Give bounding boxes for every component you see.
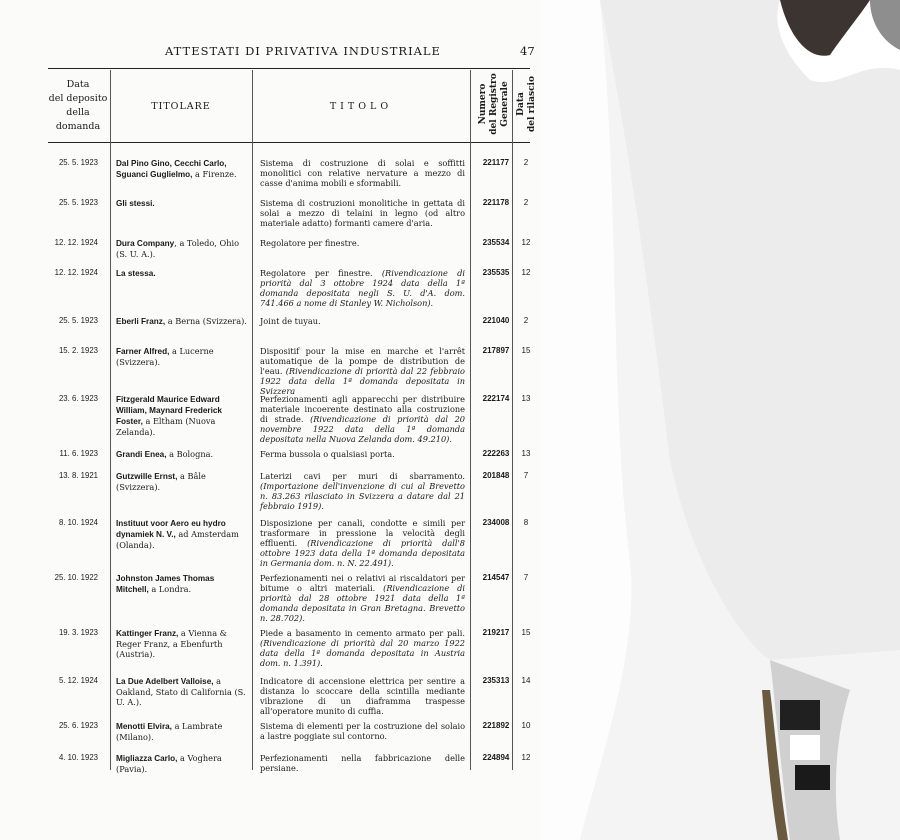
holder-location: a Eltham (Nuova Zelanda). — [116, 416, 216, 437]
register-number: 235313 — [482, 676, 510, 685]
title-text: Laterizi cavi per muri di sbarramento. — [260, 471, 465, 481]
patent-title — [260, 721, 465, 741]
holder-location: a Bologna. — [166, 449, 214, 459]
holder-name: Kattinger Franz, — [116, 629, 179, 638]
patent-title — [260, 573, 465, 623]
holder-name: Farner Alfred, — [116, 347, 170, 356]
release-date: 2 — [523, 158, 529, 167]
title-text: Indicatore di accensione elettrica per sentire a distanza lo scoccare della scintilla mediante vibrazione di un diaframma traspesse all'operatore munito di cuffia. — [260, 676, 465, 716]
holder-cell — [116, 238, 248, 259]
register-number: 219217 — [482, 628, 510, 637]
release-date: 7 — [523, 471, 529, 480]
holder-name: Menotti Elvira, — [116, 722, 172, 731]
holder-cell — [116, 573, 248, 595]
title-text: Ferma bussola o qualsiasi porta. — [260, 449, 395, 459]
title-text: Dispositif pour la mise en marche et l'arrêt automatique de la pompe de distribution de l'eau. — [260, 346, 465, 376]
title-text: Regolatore per finestre. — [260, 238, 360, 248]
patent-title — [260, 158, 465, 188]
patent-title — [260, 628, 465, 668]
release-date: 8 — [523, 518, 529, 527]
column-header-release: Data del rilascio — [516, 76, 537, 132]
column-header-date: Data del deposito della domanda — [48, 79, 108, 132]
deposit-date: 25. 5. 1923 — [58, 316, 98, 325]
patent-title — [260, 676, 465, 716]
release-date: 7 — [523, 573, 529, 582]
deposit-date: 12. 12. 1924 — [54, 238, 98, 247]
title-text: Piede a basamento in cemento armato per pali. — [260, 628, 465, 638]
title-priority-note: (Rivendicazione di priorità dal 3 ottobre 1924 data della 1ª domanda depositata negli S. U. d'A. dom. 741.466 a nome di Stanley W. Nicholson). — [260, 268, 465, 308]
title-priority-note: (Rivendicazione di priorità dal 20 marzo 1922 data della 1ª domanda depositata in Austria dom. n. 1.391). — [260, 638, 465, 668]
holder-name: Johnston James Thomas Mitchell, — [116, 574, 215, 594]
register-number: 214547 — [482, 573, 510, 582]
deposit-date: 23. 6. 1923 — [58, 394, 98, 403]
holder-location: ad Amsterdam (Olanda). — [116, 529, 239, 550]
holder-cell — [116, 676, 248, 707]
page-number: 47 — [520, 44, 535, 58]
holder-cell — [116, 316, 248, 327]
release-date: 12 — [521, 238, 531, 247]
holder-location: a Voghera (Pavia). — [116, 753, 222, 774]
title-priority-note: (Rivendicazione di priorità dal 20 novembre 1922 data della 1ª domanda depositata nella Nuova Zelanda dom. 49.210). — [260, 414, 465, 444]
holder-cell — [116, 449, 248, 460]
deposit-date: 25. 6. 1923 — [58, 721, 98, 730]
release-date: 10 — [521, 721, 531, 730]
table-header-rule — [48, 142, 530, 143]
holder-cell — [116, 268, 248, 279]
release-date: 15 — [521, 628, 531, 637]
holder-location: a Berna (Svizzera). — [165, 316, 247, 326]
holder-location: a Londra. — [148, 584, 192, 594]
release-date: 2 — [523, 316, 529, 325]
holder-location: a Lucerne (Svizzera). — [116, 346, 214, 367]
title-priority-note: (Importazione dell'invenzione di cui al Brevetto n. 83.263 rilasciato in Svizzera a datare dal 21 febbraio 1919). — [260, 481, 465, 511]
deposit-date: 25. 5. 1923 — [58, 198, 98, 207]
holder-cell — [116, 346, 248, 367]
holder-location: a Firenze. — [192, 169, 237, 179]
deposit-date: 5. 12. 1924 — [58, 676, 98, 685]
patent-title — [260, 449, 465, 459]
register-number: 224894 — [482, 753, 510, 762]
title-text: Perfezionamenti agli apparecchi per distribuire materiale incoerente destinato alla costruzione di strade. — [260, 394, 465, 424]
holder-location: , a Toledo, Ohio (S. U. A.). — [116, 238, 240, 259]
register-number: 235535 — [482, 268, 510, 277]
holder-name: Grandi Enea, — [116, 450, 167, 459]
holder-name: Fitzgerald Maurice Edward William, Maynard Frederick Foster, — [116, 395, 222, 426]
holder-name: Eberli Franz, — [116, 317, 166, 326]
holder-name: Gutzwille Ernst, — [116, 472, 178, 481]
holder-location: a Lambrate (Milano). — [116, 721, 223, 742]
release-date: 2 — [523, 198, 529, 207]
register-number: 221178 — [482, 198, 510, 207]
patent-title — [260, 394, 465, 444]
title-text: Sistema di costruzioni monolitiche in gettata di solai a mezzo di telaini in legno (od altro materiale adatto) formanti camere d'aria. — [260, 198, 465, 228]
patent-title — [260, 518, 465, 568]
holder-cell — [116, 198, 248, 209]
title-text: Perfezionamenti nei o relativi ai riscaldatori per bitume o altri materiali. — [260, 573, 465, 593]
register-number: 201848 — [482, 471, 510, 480]
title-text: Perfezionamenti nella fabbricazione delle persiane. — [260, 753, 465, 773]
patent-title — [260, 268, 465, 308]
holder-name: La Due Adelbert Valloise, — [116, 677, 214, 686]
column-header-title: TITOLO — [329, 101, 393, 112]
column-divider — [252, 70, 253, 770]
holder-name: Gli stessi. — [116, 199, 155, 208]
title-text: Sistema di costruzione di solai e soffitti monolitici con relative nervature a mezzo di casse d'anima mobili e sformabili. — [260, 158, 465, 188]
patent-title — [260, 316, 465, 326]
register-number: 217897 — [482, 346, 510, 355]
holder-cell — [116, 394, 248, 437]
patent-title — [260, 471, 465, 511]
release-date: 12 — [521, 753, 531, 762]
scan-edge-artifact — [540, 0, 900, 840]
register-number: 221892 — [482, 721, 510, 730]
title-text: Regolatore per finestre. — [260, 268, 373, 278]
deposit-date: 11. 6. 1923 — [59, 449, 98, 458]
patent-title — [260, 238, 465, 248]
release-date: 13 — [521, 394, 531, 403]
column-divider — [110, 70, 111, 770]
patent-title — [260, 346, 465, 396]
register-number: 235534 — [482, 238, 510, 247]
column-divider — [470, 70, 471, 770]
holder-location: a Oakland, Stato di California (S. U. A.). — [116, 676, 246, 707]
title-text: Sistema di elementi per la costruzione del solaio a lastre poggiate sul contorno. — [260, 721, 465, 741]
release-date: 12 — [521, 268, 531, 277]
holder-location: a Vienna & Reger Franz, a Ebenfurth (Austria). — [116, 628, 227, 659]
title-priority-note: (Rivendicazione di priorità dal 28 ottobre 1921 data della 1ª domanda depositata in Gran Bretagna. Brevetto n. 28.702). — [260, 583, 465, 623]
title-text: Disposizione per canali, condotte e simili per trasformare in pressione la velocità degli effluenti. — [260, 518, 465, 548]
holder-name: Migliazza Carlo, — [116, 754, 178, 763]
holder-name: Instituut voor Aero eu hydro dynamiek N. V., — [116, 519, 226, 539]
deposit-date: 15. 2. 1923 — [58, 346, 98, 355]
holder-location: a Bâle (Svizzera). — [116, 471, 206, 492]
column-header-register: Numero del Registro Generale — [478, 73, 510, 135]
deposit-date: 12. 12. 1924 — [54, 268, 98, 277]
release-date: 15 — [521, 346, 531, 355]
holder-name: Dal Pino Gino, Cecchi Carlo, Sguanci Guglielmo, — [116, 159, 227, 179]
deposit-date: 8. 10. 1924 — [58, 518, 98, 527]
deposit-date: 19. 3. 1923 — [58, 628, 98, 637]
holder-cell — [116, 721, 248, 742]
register-number: 222263 — [482, 449, 510, 458]
running-header: ATTESTATI DI PRIVATIVA INDUSTRIALE — [165, 44, 441, 58]
table-top-rule — [48, 68, 530, 69]
title-priority-note: (Rivendicazione di priorità dal 22 febbraio 1922 data della 1ª domanda depositata in Svizzera — [260, 366, 465, 396]
register-number: 234008 — [482, 518, 510, 527]
deposit-date: 25. 5. 1923 — [58, 158, 98, 167]
register-number: 221040 — [482, 316, 510, 325]
holder-name: La stessa. — [116, 269, 156, 278]
holder-cell — [116, 158, 248, 180]
deposit-date: 13. 8. 1921 — [58, 471, 98, 480]
patent-title — [260, 198, 465, 228]
patent-title — [260, 753, 465, 773]
deposit-date: 4. 10. 1923 — [58, 753, 98, 762]
title-text: Joint de tuyau. — [260, 316, 321, 326]
holder-cell — [116, 628, 248, 659]
column-header-holder: TITOLARE — [151, 101, 211, 112]
holder-name: Dura Company — [116, 239, 175, 248]
holder-cell — [116, 753, 248, 774]
register-number: 222174 — [482, 394, 510, 403]
holder-cell — [116, 518, 248, 550]
holder-cell — [116, 471, 248, 492]
release-date: 13 — [521, 449, 531, 458]
deposit-date: 25. 10. 1922 — [54, 573, 98, 582]
column-divider — [512, 70, 513, 770]
release-date: 14 — [521, 676, 531, 685]
title-priority-note: (Rivendicazione di priorità dall'8 ottobre 1923 data della 1ª domanda depositata in Germania dom. n. N. 22.491). — [260, 538, 465, 568]
register-number: 221177 — [482, 158, 510, 167]
